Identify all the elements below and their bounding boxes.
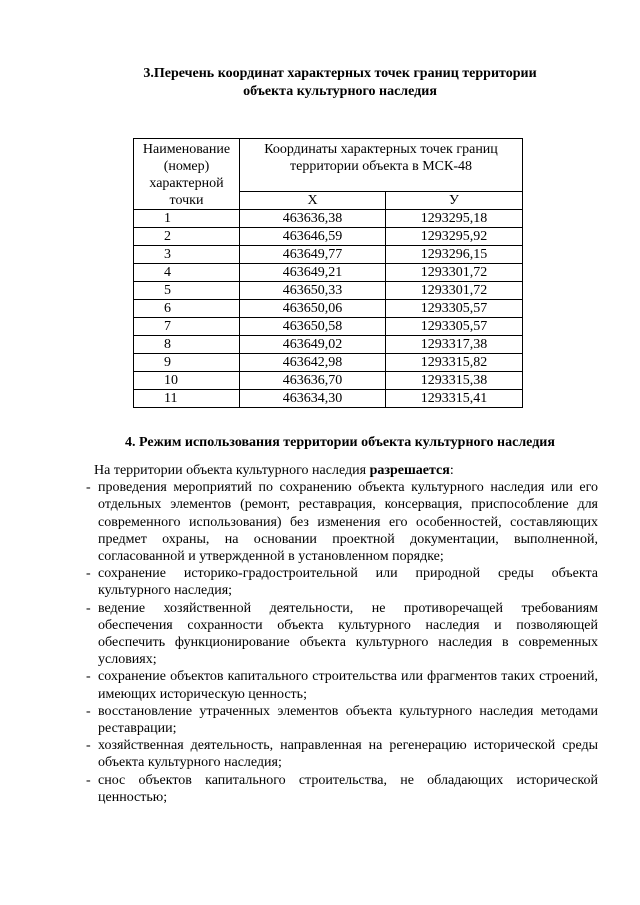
list-item-text: снос объектов капитального строительства, не обладающих исторической ценностью; [98, 772, 598, 805]
section-3-heading-line-2: объекта культурного наследия [243, 84, 437, 99]
cell-x: 463650,58 [240, 318, 386, 336]
intro-text: На территории объекта культурного наследия [94, 463, 370, 478]
table-row [134, 300, 523, 318]
table-row [134, 318, 523, 336]
table-row [134, 210, 523, 228]
list-item-text: хозяйственная деятельность, направленная на регенерацию исторической среды объекта культурного наследия; [98, 738, 598, 771]
cell-y: 1293305,57 [386, 300, 523, 318]
cell-x: 463649,21 [240, 264, 386, 282]
list-dash: - [86, 480, 91, 496]
cell-point-number: 10 [134, 372, 240, 390]
list-dash: - [86, 738, 91, 754]
cell-y: 1293315,82 [386, 354, 523, 372]
cell-x: 463649,77 [240, 246, 386, 264]
table-row [134, 264, 523, 282]
cell-y: 1293317,38 [386, 336, 523, 354]
header-coordinates: Координаты характерных точек границ территории объекта в МСК-48 [240, 139, 523, 192]
header-x: Х [240, 192, 386, 210]
cell-y: 1293301,72 [386, 282, 523, 300]
cell-x: 463636,70 [240, 372, 386, 390]
table-row [134, 336, 523, 354]
cell-x: 463642,98 [240, 354, 386, 372]
cell-point-number: 5 [134, 282, 240, 300]
table-row [134, 390, 523, 408]
list-item [86, 479, 598, 565]
header-y: У [386, 192, 523, 210]
cell-point-number: 3 [134, 246, 240, 264]
list-item-text: ведение хозяйственной деятельности, не противоречащей требованиям обеспечения сохранности объекта культурного наследия и позволяющей обеспечить функционирование объекта культурного наследия в современных условиях; [98, 600, 598, 668]
table-row [134, 372, 523, 390]
list-item [86, 772, 598, 806]
list-item [86, 668, 598, 702]
cell-point-number: 8 [134, 336, 240, 354]
cell-point-number: 1 [134, 210, 240, 228]
list-item-text: сохранение объектов капитального строительства или фрагментов таких строений, имеющих историческую ценность; [98, 669, 598, 702]
list-dash: - [86, 772, 91, 788]
cell-x: 463650,33 [240, 282, 386, 300]
header-point-name: Наименование (номер) характерной точки [134, 139, 240, 210]
list-item [86, 600, 598, 669]
cell-point-number: 7 [134, 318, 240, 336]
list-dash: - [86, 703, 91, 719]
intro-colon: : [449, 463, 454, 478]
cell-point-number: 11 [134, 390, 240, 408]
list-dash: - [86, 669, 91, 685]
list-item-text: проведения мероприятий по сохранению объекта культурного наследия или его отдельных элементов (ремонт, реставрация, консервация, приспособление для современного использования) без изменения его особенностей, составляющих предмет охраны, на основании проектной документации, выполненной, согласованной и утвержденной в установленном порядке; [98, 480, 598, 565]
section-3-heading-line-1: 3.Перечень координат характерных точек границ территории [143, 66, 537, 81]
table-row [134, 282, 523, 300]
list-item [86, 565, 598, 599]
table-row [134, 354, 523, 372]
cell-y: 1293296,15 [386, 246, 523, 264]
section-4-heading: 4. Режим использования территории объекта культурного наследия [125, 435, 555, 450]
section-4-body [86, 462, 598, 806]
section-3-heading [80, 65, 600, 101]
cell-point-number: 4 [134, 264, 240, 282]
list-dash: - [86, 566, 91, 582]
list-item-text: сохранение историко-градостроительной или природной среды объекта культурного наследия; [98, 566, 598, 599]
cell-x: 463634,30 [240, 390, 386, 408]
table-row [134, 228, 523, 246]
cell-point-number: 2 [134, 228, 240, 246]
table-row [134, 246, 523, 264]
cell-y: 1293301,72 [386, 264, 523, 282]
cell-y: 1293315,41 [386, 390, 523, 408]
list-item [86, 737, 598, 771]
list-item-text: восстановление утраченных элементов объекта культурного наследия методами реставрации; [98, 703, 598, 737]
cell-point-number: 6 [134, 300, 240, 318]
cell-y: 1293295,18 [386, 210, 523, 228]
cell-y: 1293315,38 [386, 372, 523, 390]
list-item [86, 703, 598, 737]
cell-point-number: 9 [134, 354, 240, 372]
permitted-list [86, 479, 598, 806]
list-dash: - [86, 600, 91, 616]
cell-x: 463646,59 [240, 228, 386, 246]
cell-y: 1293305,57 [386, 318, 523, 336]
permitted-intro [94, 462, 598, 479]
cell-y: 1293295,92 [386, 228, 523, 246]
coordinates-table [133, 138, 523, 408]
cell-x: 463650,06 [240, 300, 386, 318]
cell-x: 463636,38 [240, 210, 386, 228]
cell-x: 463649,02 [240, 336, 386, 354]
intro-bold: разрешается [369, 463, 450, 478]
